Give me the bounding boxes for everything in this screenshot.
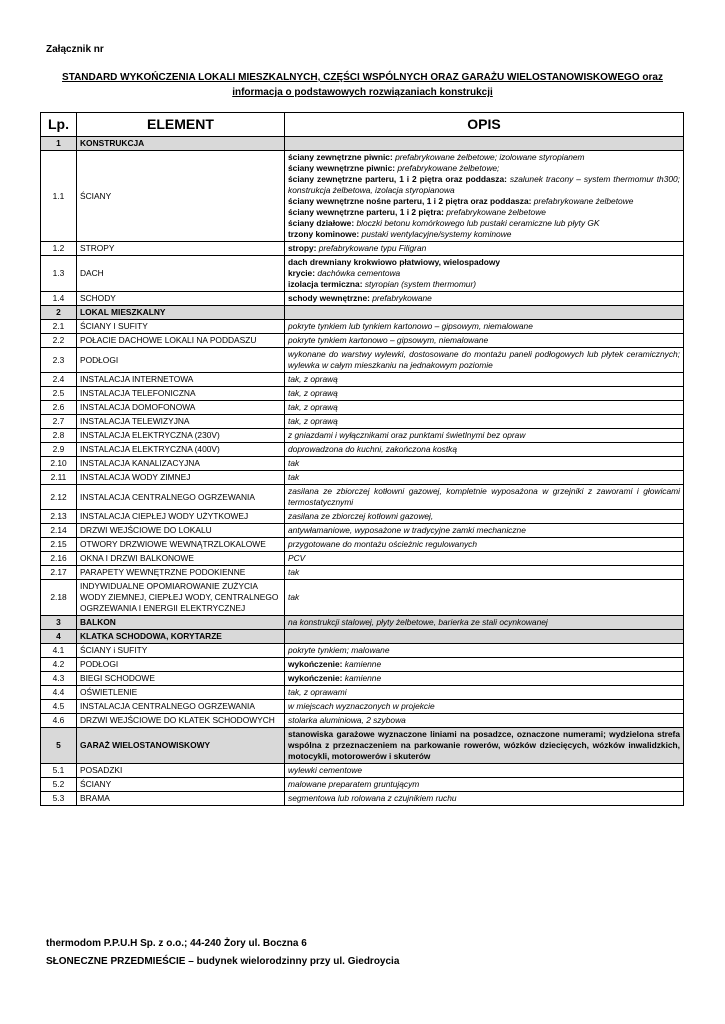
description-label: ściany działowe	[288, 218, 352, 228]
table-row	[41, 429, 684, 443]
row-description	[285, 320, 684, 334]
header-element: ELEMENT	[77, 113, 285, 137]
table-row	[41, 714, 684, 728]
row-description	[285, 686, 684, 700]
table-row	[41, 630, 684, 644]
description-line: stropy: prefabrykowane typu Filigran	[288, 243, 427, 253]
description-line: ściany wewnętrzne nośne parteru, 1 i 2 piętra oraz poddasza: prefabrykowane żelbetowe	[288, 196, 634, 206]
row-element: OKNA I DRZWI BALKONOWE	[77, 552, 285, 566]
row-number: 2.13	[41, 510, 77, 524]
row-description	[285, 644, 684, 658]
row-number: 2.9	[41, 443, 77, 457]
row-description	[285, 401, 684, 415]
row-description	[285, 616, 684, 630]
table-row	[41, 471, 684, 485]
row-element: STROPY	[77, 242, 285, 256]
description-label: wykończenie	[288, 673, 340, 683]
row-number: 1.3	[41, 256, 77, 292]
row-element: INSTALACJA DOMOFONOWA	[77, 401, 285, 415]
table-row	[41, 566, 684, 580]
row-description	[285, 387, 684, 401]
description-line	[288, 701, 435, 711]
table-row	[41, 644, 684, 658]
description-line: trzony kominowe: pustaki wentylacyjne/systemy kominowe	[288, 229, 512, 239]
table-row	[41, 415, 684, 429]
description-line	[288, 645, 389, 655]
description-line: ściany wewnętrzne piwnic: prefabrykowane żelbetowe;	[288, 163, 500, 173]
description-line	[288, 402, 338, 412]
row-description	[285, 151, 684, 242]
row-description	[285, 764, 684, 778]
row-element: ŚCIANY	[77, 778, 285, 792]
table-row	[41, 672, 684, 686]
row-description	[285, 137, 684, 151]
row-element: POSADZKI	[77, 764, 285, 778]
row-number: 2.5	[41, 387, 77, 401]
row-number: 2.10	[41, 457, 77, 471]
description-text: tak, z oprawami	[288, 687, 347, 697]
row-description	[285, 292, 684, 306]
row-number: 2	[41, 306, 77, 320]
description-text: prefabrykowane	[372, 293, 432, 303]
row-element: INSTALACJA ELEKTRYCZNA (400V)	[77, 443, 285, 457]
row-number: 4	[41, 630, 77, 644]
description-line	[288, 416, 338, 426]
description-line	[288, 779, 419, 789]
description-text: na konstrukcji stalowej, płyty żelbetowe, barierka ze stali ocynkowanej	[288, 617, 548, 627]
description-label: ściany zewnętrzne piwnic	[288, 152, 390, 162]
table-row	[41, 728, 684, 764]
row-number: 5.2	[41, 778, 77, 792]
table-row	[41, 334, 684, 348]
description-text: kamienne	[344, 673, 382, 683]
description-text: z gniazdami i wyłącznikami oraz punktami świetlnymi bez opraw	[288, 430, 526, 440]
description-text: stolarka aluminiowa, 2 szybowa	[288, 715, 406, 725]
row-description	[285, 580, 684, 616]
footer-project: SŁONECZNE PRZEDMIEŚCIE – budynek wielorodzinny przy ul. Giedroycia	[46, 956, 400, 967]
description-line	[288, 388, 338, 398]
description-line	[288, 617, 548, 627]
row-element: INSTALACJA TELEWIZYJNA	[77, 415, 285, 429]
description-text: bloczki betonu komórkowego lub pustaki ceramiczne lub płyty GK	[356, 218, 600, 228]
table-row	[41, 524, 684, 538]
description-label: dach drewniany krokwiowo płatwiowy, wielospadowy	[288, 257, 501, 267]
description-text: prefabrykowane żelbetowe;	[397, 163, 500, 173]
description-text: wylewki cementowe	[288, 765, 363, 775]
row-number: 2.8	[41, 429, 77, 443]
description-line	[288, 458, 299, 468]
row-description	[285, 792, 684, 806]
row-number: 2.16	[41, 552, 77, 566]
table-row	[41, 580, 684, 616]
row-number: 2.14	[41, 524, 77, 538]
description-text: antywłamaniowe, wyposażone w tradycyjne zamki mechaniczne	[288, 525, 526, 535]
row-description	[285, 728, 684, 764]
description-text: tak	[288, 567, 300, 577]
row-number: 2.1	[41, 320, 77, 334]
row-description	[285, 256, 684, 292]
row-element: INSTALACJA CENTRALNEGO OGRZEWANIA	[77, 485, 285, 510]
description-text: styropian (system thermomur)	[364, 279, 477, 289]
description-line	[288, 539, 477, 549]
description-text: PCV	[288, 553, 306, 563]
row-description	[285, 334, 684, 348]
row-element: BALKON	[77, 616, 285, 630]
description-label: ściany wewnętrzne piwnic	[288, 163, 393, 173]
row-number: 3	[41, 616, 77, 630]
row-element: INSTALACJA CIEPŁEJ WODY UŻYTKOWEJ	[77, 510, 285, 524]
table-row	[41, 658, 684, 672]
description-text: pustaki wentylacyjne/systemy kominowe	[361, 229, 512, 239]
row-element: DRZWI WEJŚCIOWE DO LOKALU	[77, 524, 285, 538]
row-number: 4.2	[41, 658, 77, 672]
table-row	[41, 306, 684, 320]
table-row	[41, 700, 684, 714]
description-text: malowane preparatem gruntującym	[288, 779, 420, 789]
description-line	[288, 430, 525, 440]
description-text: pokryte tynkiem kartonowo – gipsowym, niemalowane	[288, 335, 489, 345]
row-description	[285, 485, 684, 510]
description-line	[288, 553, 305, 563]
description-line	[288, 335, 488, 345]
description-line	[288, 444, 457, 454]
row-element: INSTALACJA ELEKTRYCZNA (230V)	[77, 429, 285, 443]
table-row	[41, 320, 684, 334]
row-description	[285, 306, 684, 320]
description-label: krycie	[288, 268, 313, 278]
description-text: tak	[288, 592, 300, 602]
description-label: wykończenie	[288, 659, 340, 669]
row-element: OŚWIETLENIE	[77, 686, 285, 700]
description-label: ściany wewnętrzne nośne parteru, 1 i 2 piętra oraz poddasza	[288, 196, 529, 206]
table-body	[41, 137, 684, 806]
row-element: INSTALACJA WODY ZIMNEJ	[77, 471, 285, 485]
row-element: PARAPETY WEWNĘTRZNE PODOKIENNE	[77, 566, 285, 580]
description-label: schody wewnętrzne	[288, 293, 368, 303]
description-line	[288, 374, 338, 384]
row-number: 1.4	[41, 292, 77, 306]
row-description	[285, 471, 684, 485]
description-text: zasilana ze zbiorczej kotłowni gazowej,	[288, 511, 434, 521]
description-label: stropy	[288, 243, 314, 253]
table-row	[41, 552, 684, 566]
row-description	[285, 538, 684, 552]
row-number: 2.6	[41, 401, 77, 415]
description-line: schody wewnętrzne: prefabrykowane	[288, 293, 432, 303]
row-description	[285, 524, 684, 538]
description-line	[288, 765, 362, 775]
description-text: dachówka cementowa	[317, 268, 401, 278]
description-text: doprowadzona do kuchni, zakończona kostką	[288, 444, 458, 454]
row-description	[285, 242, 684, 256]
description-label: stanowiska garażowe wyznaczone liniami na posadzce, oznaczone numerami; wydzielona strefa wspólna z przeznaczeniem na parkowanie rowerów, wózków dziecięcych, wózków inwalidzkich, motocykli, motorowerów i skuterów	[288, 729, 680, 761]
row-number: 4.4	[41, 686, 77, 700]
row-number: 2.3	[41, 348, 77, 373]
row-element: POŁACIE DACHOWE LOKALI NA PODDASZU	[77, 334, 285, 348]
description-line: izolacja termiczna: styropian (system thermomur)	[288, 279, 477, 289]
row-number: 1.1	[41, 151, 77, 242]
table-row	[41, 137, 684, 151]
table-row	[41, 485, 684, 510]
table-row	[41, 457, 684, 471]
header-opis: OPIS	[285, 113, 684, 137]
description-text: zasilana ze zbiorczej kotłowni gazowej, kompletnie wyposażona w grzejniki z zaworami i głowicami termostatycznymi	[288, 486, 680, 507]
row-element: DACH	[77, 256, 285, 292]
description-text: pokryte tynkiem lub tynkiem kartonowo – gipsowym, niemalowane	[288, 321, 533, 331]
row-number: 2.7	[41, 415, 77, 429]
description-line	[288, 257, 680, 268]
row-element: DRZWI WEJŚCIOWE DO KLATEK SCHODOWYCH	[77, 714, 285, 728]
description-line	[288, 472, 299, 482]
row-number: 1.2	[41, 242, 77, 256]
table-row	[41, 242, 684, 256]
table-row	[41, 778, 684, 792]
description-text: wykonane do warstwy wylewki, dostosowane do montażu paneli podłogowych lub płytek ceramicznych; wylewka w całym mieszkaniu na jednakowym poziomie	[288, 349, 680, 370]
row-number: 2.17	[41, 566, 77, 580]
description-text: tak	[288, 472, 300, 482]
row-number: 2.12	[41, 485, 77, 510]
table-row	[41, 292, 684, 306]
row-description	[285, 443, 684, 457]
table-row	[41, 764, 684, 778]
row-element: ŚCIANY I SUFITY	[77, 320, 285, 334]
description-label: trzony kominowe	[288, 229, 357, 239]
row-description	[285, 552, 684, 566]
row-number: 2.4	[41, 373, 77, 387]
row-number: 2.11	[41, 471, 77, 485]
row-description	[285, 429, 684, 443]
row-element: PODŁOGI	[77, 658, 285, 672]
annex-label: Załącznik nr	[46, 44, 104, 55]
row-description	[285, 658, 684, 672]
table-row	[41, 686, 684, 700]
description-text: przygotowane do montażu ościeżnic regulowanych	[288, 539, 478, 549]
table-row	[41, 538, 684, 552]
row-description	[285, 714, 684, 728]
standard-table	[40, 112, 684, 806]
row-element: INSTALACJA TELEFONICZNA	[77, 387, 285, 401]
row-element: SCHODY	[77, 292, 285, 306]
row-element: ŚCIANY i SUFITY	[77, 644, 285, 658]
row-element: KONSTRUKCJA	[77, 137, 285, 151]
table-row	[41, 401, 684, 415]
table-row	[41, 387, 684, 401]
table-row	[41, 616, 684, 630]
table-row	[41, 373, 684, 387]
description-line	[288, 687, 347, 697]
row-element: OTWORY DRZWIOWE WEWNĄTRZLOKALOWE	[77, 538, 285, 552]
description-line: ściany działowe: bloczki betonu komórkowego lub pustaki ceramiczne lub płyty GK	[288, 218, 600, 228]
row-description	[285, 457, 684, 471]
description-text: tak, z oprawą	[288, 416, 338, 426]
footer	[46, 935, 399, 971]
table-row	[41, 348, 684, 373]
row-element: INSTALACJA KANALIZACYJNA	[77, 457, 285, 471]
description-line	[288, 321, 533, 331]
description-line	[288, 486, 680, 507]
description-line	[288, 511, 433, 521]
description-text: pokryte tynkiem; malowane	[288, 645, 390, 655]
table-row	[41, 256, 684, 292]
table-row	[41, 792, 684, 806]
row-element: BIEGI SCHODOWE	[77, 672, 285, 686]
row-number: 5.3	[41, 792, 77, 806]
row-description	[285, 415, 684, 429]
row-description	[285, 373, 684, 387]
row-element: LOKAL MIESZKALNY	[77, 306, 285, 320]
description-text: prefabrykowane żelbetowe; izolowane styropianem	[395, 152, 585, 162]
row-description	[285, 630, 684, 644]
description-line	[288, 793, 457, 803]
description-line: wykończenie: kamienne	[288, 659, 382, 669]
description-line	[288, 567, 299, 577]
row-number: 4.5	[41, 700, 77, 714]
description-line: wykończenie: kamienne	[288, 673, 382, 683]
description-label: izolacja termiczna	[288, 279, 360, 289]
row-element: ŚCIANY	[77, 151, 285, 242]
row-number: 4.3	[41, 672, 77, 686]
description-line	[288, 525, 526, 535]
row-description	[285, 778, 684, 792]
table-header-row	[41, 113, 684, 137]
row-number: 2.15	[41, 538, 77, 552]
description-text: prefabrykowane żelbetowe	[446, 207, 546, 217]
document-title: STANDARD WYKOŃCZENIA LOKALI MIESZKALNYCH, CZĘŚCI WSPÓLNYCH ORAZ GARAŻU WIELOSTANOWISKOWEGO oraz informacja o podstawowych rozwiązaniach konstrukcji	[62, 72, 663, 98]
description-text: segmentowa lub rolowana z czujnikiem ruchu	[288, 793, 457, 803]
description-line: krycie: dachówka cementowa	[288, 268, 401, 278]
description-line	[288, 729, 680, 761]
row-description	[285, 672, 684, 686]
row-number: 5.1	[41, 764, 77, 778]
row-description	[285, 348, 684, 373]
description-line: ściany zewnętrzne parteru, 1 i 2 piętra oraz poddasza: szalunek tracony – system thermomur th300; konstrukcja żelbetowa, izolacja styropianowa	[288, 174, 681, 195]
description-line	[288, 592, 299, 602]
description-line	[288, 715, 406, 725]
row-number: 2.18	[41, 580, 77, 616]
row-element: INSTALACJA CENTRALNEGO OGRZEWANIA	[77, 700, 285, 714]
row-number: 2.2	[41, 334, 77, 348]
description-label: ściany zewnętrzne parteru, 1 i 2 piętra oraz poddasza	[288, 174, 505, 184]
row-element: PODŁOGI	[77, 348, 285, 373]
table-row	[41, 510, 684, 524]
row-number: 5	[41, 728, 77, 764]
row-number: 1	[41, 137, 77, 151]
row-number: 4.1	[41, 644, 77, 658]
description-line	[288, 349, 680, 370]
description-text: tak, z oprawą	[288, 374, 338, 384]
description-label: ściany wewnętrzne parteru, 1 i 2 piętra	[288, 207, 442, 217]
row-element: GARAŻ WIELOSTANOWISKOWY	[77, 728, 285, 764]
description-text: kamienne	[344, 659, 382, 669]
description-text: tak	[288, 458, 300, 468]
table-row	[41, 443, 684, 457]
row-element: INSTALACJA INTERNETOWA	[77, 373, 285, 387]
description-line: ściany wewnętrzne parteru, 1 i 2 piętra: prefabrykowane żelbetowe	[288, 207, 546, 217]
description-text: prefabrykowane typu Filigran	[318, 243, 427, 253]
row-description	[285, 510, 684, 524]
description-text: w miejscach wyznaczonych w projekcie	[288, 701, 435, 711]
row-description	[285, 566, 684, 580]
description-text: tak, z oprawą	[288, 388, 338, 398]
description-text: prefabrykowane żelbetowe	[533, 196, 634, 206]
table-row	[41, 151, 684, 242]
row-number: 4.6	[41, 714, 77, 728]
row-element: INDYWIDUALNE OPOMIAROWANIE ZUŻYCIA WODY ZIEMNEJ, CIEPŁEJ WODY, CENTRALNEGO OGRZEWANIA I ENERGII ELEKTRYCZNEJ	[77, 580, 285, 616]
row-description	[285, 700, 684, 714]
row-element: KLATKA SCHODOWA, KORYTARZE	[77, 630, 285, 644]
description-text: tak, z oprawą	[288, 402, 338, 412]
description-line: ściany zewnętrzne piwnic: prefabrykowane żelbetowe; izolowane styropianem	[288, 152, 585, 162]
header-lp: Lp.	[41, 113, 77, 137]
footer-company: thermodom P.P.U.H Sp. z o.o.; 44-240 Żory ul. Boczna 6	[46, 938, 307, 949]
row-element: BRAMA	[77, 792, 285, 806]
description-text: szalunek tracony – system thermomur th300; konstrukcja żelbetowa, izolacja styropianowa	[288, 174, 681, 195]
